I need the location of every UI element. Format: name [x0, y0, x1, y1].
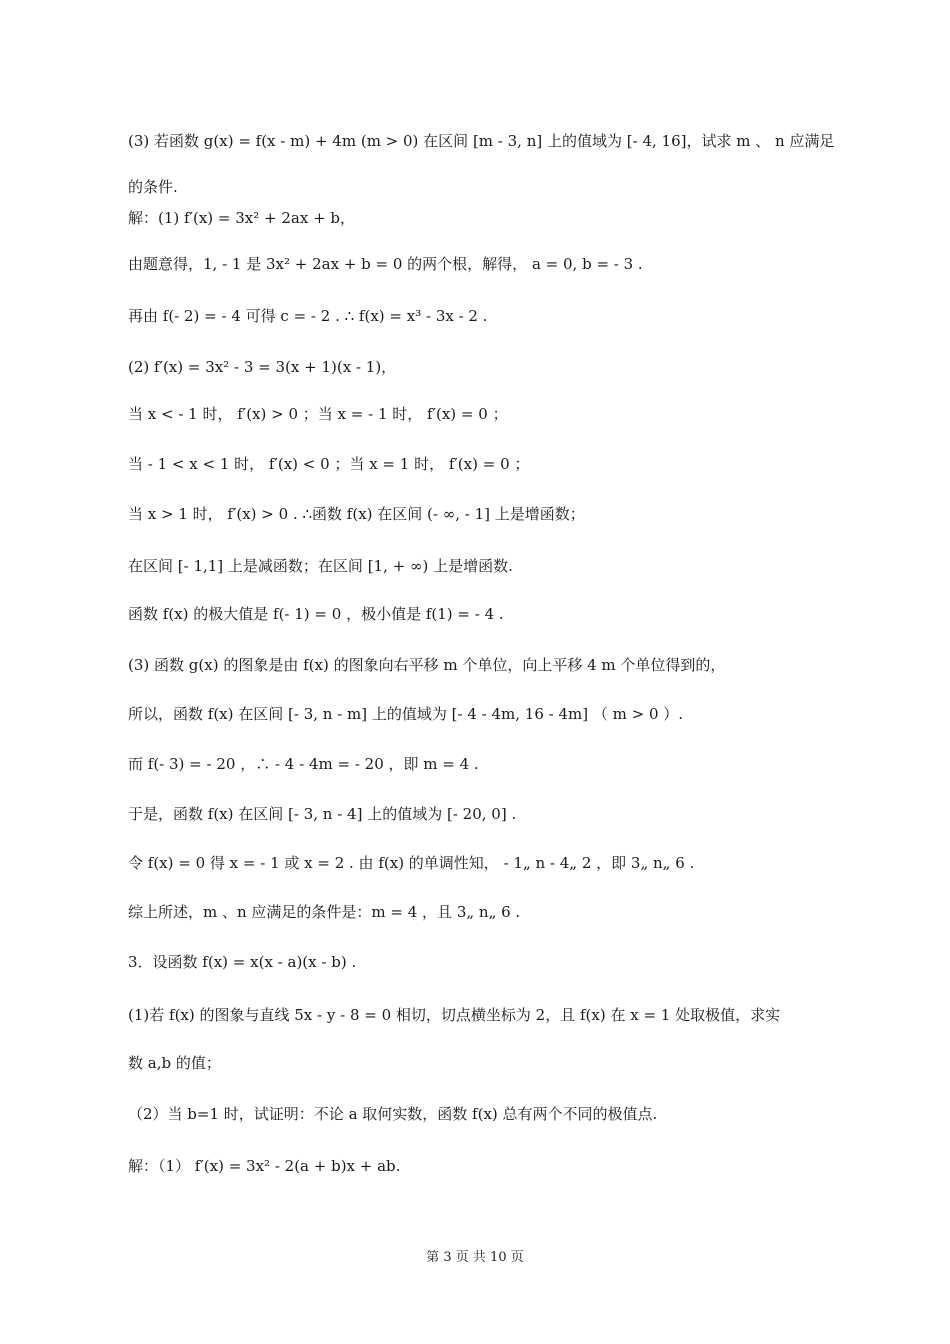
page-footer: 第 3 页 共 10 页 — [426, 1250, 524, 1265]
text-line-14: 而 f(- 3) = - 20 ，∴ - 4 - 4m = - 20 ，即 m = 4 . — [128, 755, 479, 773]
text-line-4: 由题意得，1, - 1 是 3x² + 2ax + b = 0 的两个根，解得， a = 0, b = - 3 . — [128, 255, 643, 273]
text-line-19: (1)若 f(x) 的图象与直线 5x - y - 8 = 0 相切，切点横坐标为 2，且 f(x) 在 x = 1 处取极值，求实 — [128, 1006, 781, 1024]
text-line-21: （2）当 b=1 时，试证明：不论 a 取何实数，函数 f(x) 总有两个不同的极值点. — [128, 1105, 658, 1123]
text-line-20: 数 a,b 的值； — [128, 1054, 221, 1072]
text-line-1: (3) 若函数 g(x) = f(x - m) + 4m (m > 0) 在区间 [m - 3, n] 上的值域为 [- 4, 16]，试求 m 、 n 应满足 — [128, 132, 835, 150]
text-line-15: 于是，函数 f(x) 在区间 [- 3, n - 4] 上的值域为 [- 20, 0] . — [128, 805, 517, 823]
text-line-11: 函数 f(x) 的极大值是 f(- 1) = 0 ，极小值是 f(1) = - 4 . — [128, 605, 504, 623]
text-line-6: (2) f′(x) = 3x² - 3 = 3(x + 1)(x - 1)， — [128, 358, 397, 376]
text-line-5: 再由 f(- 2) = - 4 可得 c = - 2 . ∴ f(x) = x³ - 3x - 2 . — [128, 307, 488, 325]
text-line-8: 当 - 1 < x < 1 时， f′(x) < 0 ；当 x = 1 时， f′(x) = 0 ； — [128, 455, 530, 473]
text-line-17: 综上所述，m 、n 应满足的条件是：m = 4 ，且 3„ n„ 6 . — [128, 903, 521, 921]
text-line-10: 在区间 [- 1,1] 上是减函数；在区间 [1, + ∞) 上是增函数. — [128, 557, 513, 575]
text-line-16: 令 f(x) = 0 得 x = - 1 或 x = 2 . 由 f(x) 的单调性知， - 1„ n - 4„ 2 ，即 3„ n„ 6 . — [128, 854, 695, 872]
text-line-12: (3) 函数 g(x) 的图象是由 f(x) 的图象向右平移 m 个单位，向上平移 4 m 个单位得到的， — [128, 656, 726, 674]
text-line-3: 解：(1) f′(x) = 3x² + 2ax + b， — [128, 209, 356, 227]
text-line-2: 的条件. — [128, 178, 178, 196]
text-line-9: 当 x > 1 时， f′(x) > 0 . ∴函数 f(x) 在区间 (- ∞, - 1] 上是增函数； — [128, 505, 585, 523]
text-line-18: 3．设函数 f(x) = x(x - a)(x - b) . — [128, 953, 357, 971]
text-line-22: 解：（1） f′(x) = 3x² - 2(a + b)x + ab. — [128, 1157, 401, 1175]
text-line-7: 当 x < - 1 时， f′(x) > 0 ；当 x = - 1 时， f′(x) = 0 ； — [128, 405, 508, 423]
text-line-13: 所以，函数 f(x) 在区间 [- 3, n - m] 上的值域为 [- 4 - 4m, 16 - 4m] （ m > 0 ）. — [128, 705, 684, 723]
